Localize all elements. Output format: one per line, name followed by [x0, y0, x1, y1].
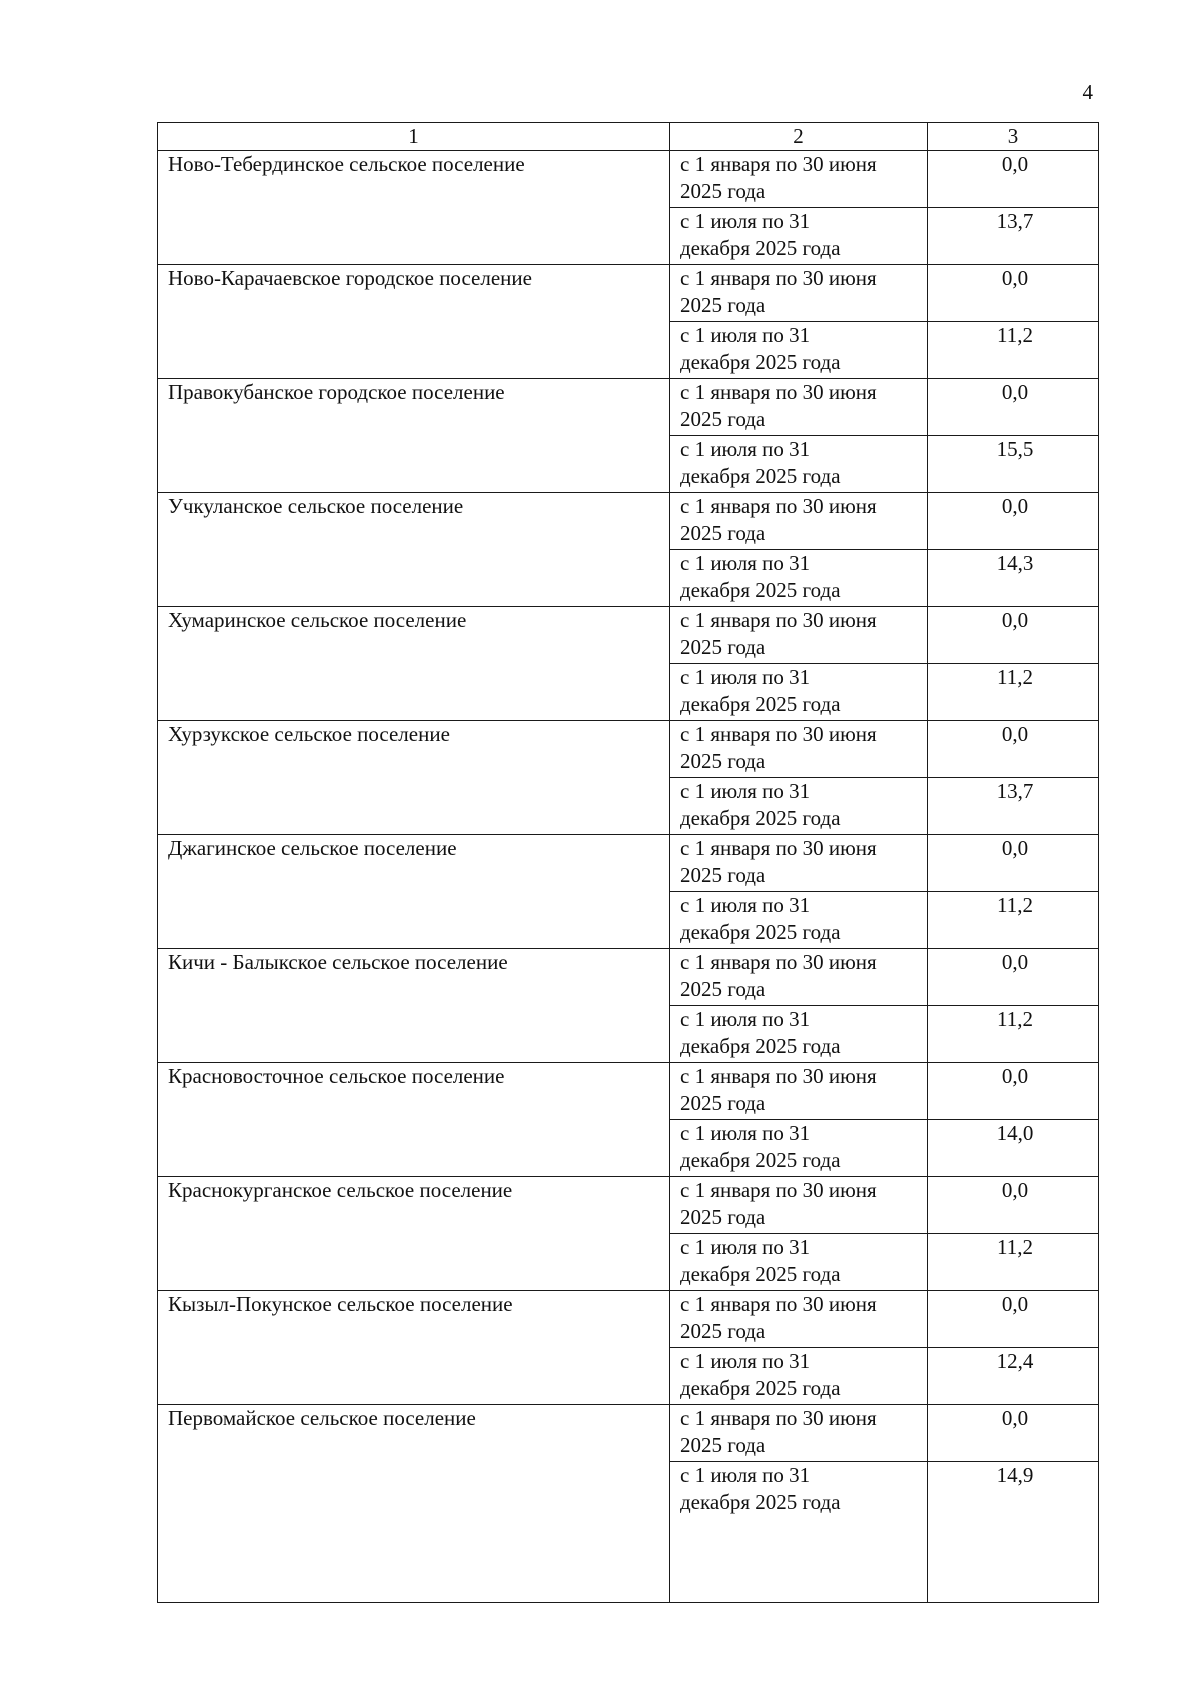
page-number: 4 — [1082, 80, 1093, 104]
period-line-2: декабря 2025 года — [680, 464, 841, 488]
settlement-name-cell: Учкуланское сельское поселение — [158, 493, 670, 607]
period-line-2: декабря 2025 года — [680, 1034, 841, 1058]
settlement-name-cell: Ново-Карачаевское городское поселение — [158, 265, 670, 379]
rate-value-cell: 11,2 — [928, 1234, 1099, 1291]
settlement-name-cell: Красновосточное сельское поселение — [158, 1063, 670, 1177]
rate-value-cell: 0,0 — [928, 1063, 1099, 1120]
rate-value-cell: 0,0 — [928, 151, 1099, 208]
table-row — [158, 721, 1099, 778]
rate-value-cell: 0,0 — [928, 835, 1099, 892]
period-cell — [670, 1462, 928, 1603]
period-line-2: 2025 года — [680, 977, 766, 1001]
rate-value-cell: 14,3 — [928, 550, 1099, 607]
period-line-2: 2025 года — [680, 1091, 766, 1115]
period-cell — [670, 1291, 928, 1348]
period-line-2: декабря 2025 года — [680, 920, 841, 944]
rate-value-cell: 11,2 — [928, 664, 1099, 721]
period-line-2: декабря 2025 года — [680, 692, 841, 716]
period-cell — [670, 949, 928, 1006]
rate-value-cell: 0,0 — [928, 265, 1099, 322]
period-line-1: с 1 января по 30 июня — [680, 1292, 877, 1316]
settlement-name-cell: Джагинское сельское поселение — [158, 835, 670, 949]
period-line-1: с 1 января по 30 июня — [680, 722, 877, 746]
period-line-2: декабря 2025 года — [680, 350, 841, 374]
period-line-2: декабря 2025 года — [680, 1490, 841, 1514]
period-line-1: с 1 июля по 31 — [680, 1349, 811, 1373]
period-line-2: декабря 2025 года — [680, 806, 841, 830]
table-row — [158, 493, 1099, 550]
table-body — [158, 123, 1099, 1603]
table-row — [158, 379, 1099, 436]
period-line-2: 2025 года — [680, 179, 766, 203]
rates-table — [157, 122, 1099, 1603]
period-cell — [670, 721, 928, 778]
period-cell — [670, 1348, 928, 1405]
rate-value-cell: 14,0 — [928, 1120, 1099, 1177]
period-line-1: с 1 июля по 31 — [680, 551, 811, 575]
period-line-1: с 1 июля по 31 — [680, 893, 811, 917]
period-line-1: с 1 июля по 31 — [680, 1121, 811, 1145]
period-line-1: с 1 января по 30 июня — [680, 266, 877, 290]
period-cell — [670, 1120, 928, 1177]
period-cell — [670, 664, 928, 721]
period-cell — [670, 265, 928, 322]
period-line-1: с 1 июля по 31 — [680, 1463, 811, 1487]
column-header-2: 2 — [670, 123, 928, 151]
rate-value-cell: 0,0 — [928, 1405, 1099, 1462]
table-row — [158, 265, 1099, 322]
period-cell — [670, 607, 928, 664]
rate-value-cell: 13,7 — [928, 778, 1099, 835]
rate-value-cell: 13,7 — [928, 208, 1099, 265]
table-row — [158, 1063, 1099, 1120]
period-line-1: с 1 января по 30 июня — [680, 608, 877, 632]
period-line-2: декабря 2025 года — [680, 578, 841, 602]
settlement-name-cell: Правокубанское городское поселение — [158, 379, 670, 493]
table-header-row — [158, 123, 1099, 151]
period-line-1: с 1 июля по 31 — [680, 665, 811, 689]
period-line-1: с 1 июля по 31 — [680, 209, 811, 233]
period-line-1: с 1 января по 30 июня — [680, 380, 877, 404]
settlement-name-cell: Первомайское сельское поселение — [158, 1405, 670, 1603]
settlement-name-cell: Ново-Тебердинское сельское поселение — [158, 151, 670, 265]
rate-value-cell: 0,0 — [928, 949, 1099, 1006]
period-line-1: с 1 января по 30 июня — [680, 1064, 877, 1088]
rate-value-cell: 0,0 — [928, 607, 1099, 664]
rate-value-cell: 0,0 — [928, 379, 1099, 436]
period-line-1: с 1 июля по 31 — [680, 1007, 811, 1031]
table-row — [158, 835, 1099, 892]
period-line-1: с 1 июля по 31 — [680, 323, 811, 347]
period-line-1: с 1 января по 30 июня — [680, 950, 877, 974]
period-line-1: с 1 января по 30 июня — [680, 1178, 877, 1202]
rate-value-cell: 14,9 — [928, 1462, 1099, 1603]
period-line-2: 2025 года — [680, 635, 766, 659]
period-cell — [670, 1405, 928, 1462]
period-line-2: 2025 года — [680, 521, 766, 545]
rate-value-cell: 0,0 — [928, 1177, 1099, 1234]
period-line-1: с 1 июля по 31 — [680, 1235, 811, 1259]
period-line-2: декабря 2025 года — [680, 1376, 841, 1400]
rate-value-cell: 0,0 — [928, 1291, 1099, 1348]
rate-value-cell: 15,5 — [928, 436, 1099, 493]
period-cell — [670, 379, 928, 436]
period-line-1: с 1 января по 30 июня — [680, 1406, 877, 1430]
period-cell — [670, 550, 928, 607]
rate-value-cell: 12,4 — [928, 1348, 1099, 1405]
period-line-2: декабря 2025 года — [680, 236, 841, 260]
period-line-1: с 1 января по 30 июня — [680, 152, 877, 176]
period-cell — [670, 778, 928, 835]
period-line-1: с 1 января по 30 июня — [680, 494, 877, 518]
period-line-2: 2025 года — [680, 1319, 766, 1343]
period-line-2: 2025 года — [680, 1433, 766, 1457]
period-line-1: с 1 января по 30 июня — [680, 836, 877, 860]
period-line-2: декабря 2025 года — [680, 1262, 841, 1286]
table-row — [158, 949, 1099, 1006]
table-row — [158, 607, 1099, 664]
period-cell — [670, 1063, 928, 1120]
period-cell — [670, 1177, 928, 1234]
rate-value-cell: 11,2 — [928, 1006, 1099, 1063]
settlement-name-cell: Кичи - Балыкское сельское поселение — [158, 949, 670, 1063]
column-header-1: 1 — [158, 123, 670, 151]
table-row — [158, 1291, 1099, 1348]
period-cell — [670, 436, 928, 493]
settlement-name-cell: Хумаринское сельское поселение — [158, 607, 670, 721]
period-line-2: 2025 года — [680, 749, 766, 773]
period-line-1: с 1 июля по 31 — [680, 437, 811, 461]
period-cell — [670, 1006, 928, 1063]
table-row — [158, 1405, 1099, 1462]
period-line-2: декабря 2025 года — [680, 1148, 841, 1172]
period-line-2: 2025 года — [680, 863, 766, 887]
rate-value-cell: 0,0 — [928, 493, 1099, 550]
rate-value-cell: 11,2 — [928, 892, 1099, 949]
table-row — [158, 1177, 1099, 1234]
settlement-name-cell: Хурзукское сельское поселение — [158, 721, 670, 835]
settlement-name-cell: Краснокурганское сельское поселение — [158, 1177, 670, 1291]
period-cell — [670, 208, 928, 265]
period-cell — [670, 151, 928, 208]
period-cell — [670, 1234, 928, 1291]
rate-value-cell: 11,2 — [928, 322, 1099, 379]
period-line-2: 2025 года — [680, 407, 766, 431]
period-line-2: 2025 года — [680, 293, 766, 317]
period-cell — [670, 322, 928, 379]
period-line-2: 2025 года — [680, 1205, 766, 1229]
settlement-name-cell: Кызыл-Покунское сельское поселение — [158, 1291, 670, 1405]
column-header-3: 3 — [928, 123, 1099, 151]
period-cell — [670, 835, 928, 892]
rate-value-cell: 0,0 — [928, 721, 1099, 778]
period-cell — [670, 493, 928, 550]
table-row — [158, 151, 1099, 208]
period-cell — [670, 892, 928, 949]
period-line-1: с 1 июля по 31 — [680, 779, 811, 803]
